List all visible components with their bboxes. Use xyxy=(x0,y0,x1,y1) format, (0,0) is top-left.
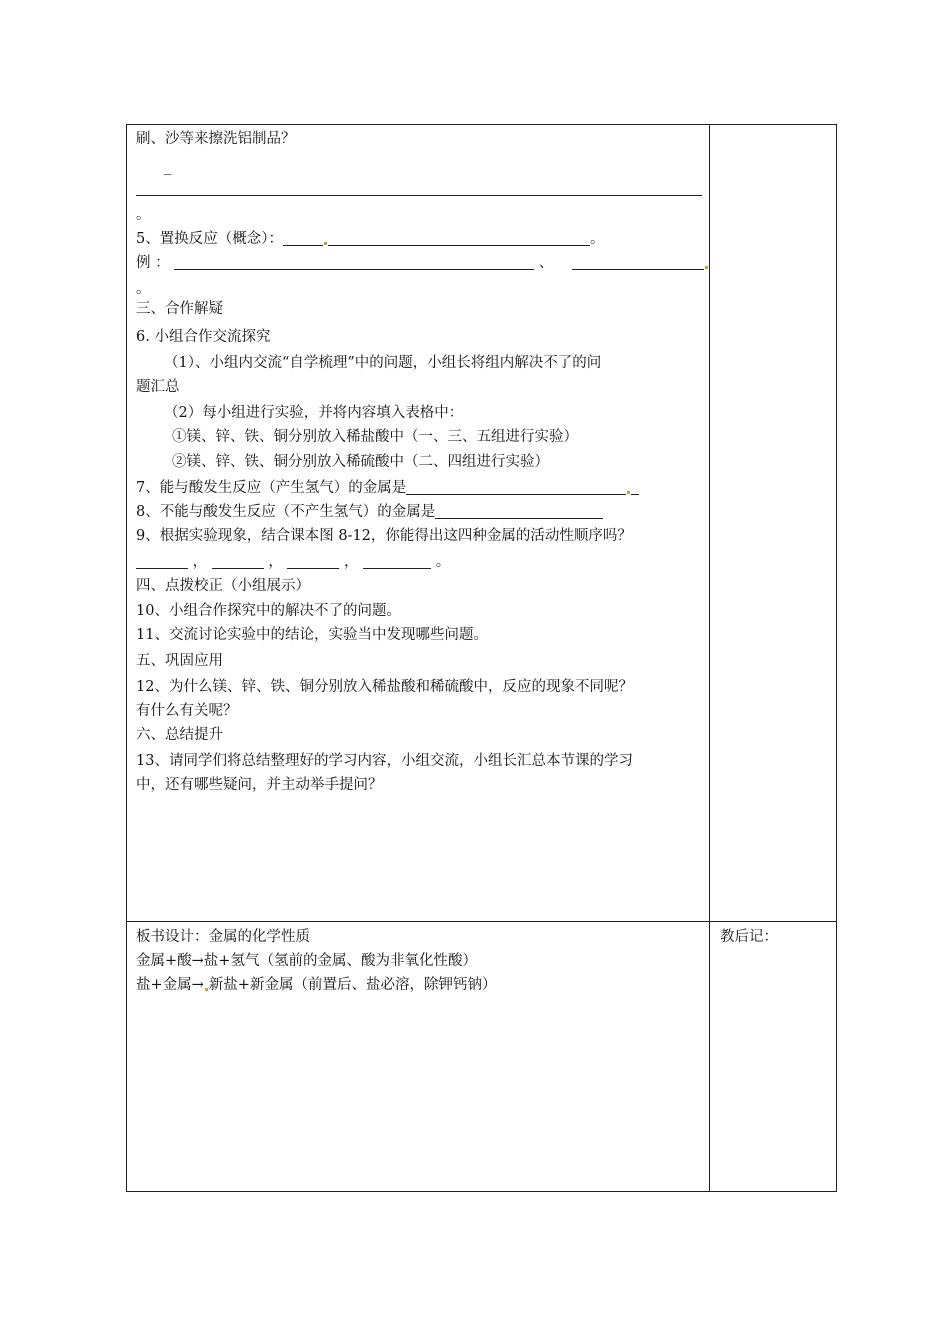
question-text: 8、不能与酸发生反应（不产生氢气）的金属是 xyxy=(136,504,436,520)
board-rule-acid: 金属+酸→盐+氢气（氢前的金属、酸为非氧化性酸） xyxy=(136,953,477,969)
answer-blank[interactable] xyxy=(283,230,323,246)
text-line: 题汇总 xyxy=(136,379,180,395)
text-line: （2）每小组进行实验，并将内容填入表格中： xyxy=(164,405,464,421)
answer-blank[interactable] xyxy=(328,230,590,246)
text-line: 11、交流讨论实验中的结论，实验当中发现哪些问题。 xyxy=(136,627,488,643)
section-heading: 三、合作解疑 xyxy=(136,301,223,317)
answer-blank[interactable] xyxy=(212,553,264,569)
section-heading: 五、巩固应用 xyxy=(136,653,223,669)
row-divider xyxy=(127,921,836,922)
question-line xyxy=(136,478,639,498)
text-line: （1）、小组内交流“自学梳理”中的问题，小组长将组内解决不了的问 xyxy=(164,355,602,371)
section-heading: 四、点拨校正（小组展示） xyxy=(136,578,310,594)
stray-dot xyxy=(627,491,630,494)
answer-blank[interactable] xyxy=(406,479,626,495)
answer-rule xyxy=(136,195,702,196)
punctuation: ， xyxy=(192,554,208,570)
order-blanks xyxy=(136,552,450,572)
text-line: 。 xyxy=(136,207,151,223)
teaching-notes-label: 教后记： xyxy=(720,929,778,945)
text-line: 13、请同学们将总结整理好的学习内容，小组交流，小组长汇总本节课的学习 xyxy=(136,753,633,769)
text-line: 9、根据实验现象，结合课本图 8-12，你能得出这四种金属的活动性顺序吗？ xyxy=(136,528,632,544)
stray-dot xyxy=(205,988,208,991)
board-design-title: 板书设计：金属的化学性质 xyxy=(136,929,310,945)
board-rule-salt-right: 新盐+新金属（前置后、盐必溶，除钾钙钠） xyxy=(208,977,497,993)
punctuation: 。 xyxy=(435,554,451,570)
lesson-plan-table xyxy=(126,124,837,1192)
column-divider xyxy=(709,125,710,1191)
answer-blank[interactable] xyxy=(287,553,339,569)
text-line: 10、小组合作探究中的解决不了的问题。 xyxy=(136,603,401,619)
text-line: 有什么有关呢？ xyxy=(136,703,238,719)
text-line: ①镁、锌、铁、铜分别放入稀盐酸中（一、三、五组进行实验） xyxy=(172,429,578,445)
example-label: 例 ： xyxy=(136,255,170,271)
text-line: 刷、沙等来擦洗铝制品？ xyxy=(136,131,296,147)
stray-dot xyxy=(705,266,708,269)
answer-blank[interactable] xyxy=(631,479,639,495)
text-line: ②镁、锌、铁、铜分别放入稀硫酸中（二、四组进行实验） xyxy=(172,454,549,470)
definition-label: 5、置换反应（概念）： xyxy=(136,231,283,247)
punctuation: ， xyxy=(268,554,283,570)
text-line: 中，还有哪些疑问，并主动举手提问？ xyxy=(136,777,383,793)
punctuation: 。 xyxy=(589,231,605,247)
section-heading: 六、总结提升 xyxy=(136,727,223,743)
stray-dot xyxy=(324,242,327,245)
stray-mark: _ xyxy=(164,159,172,175)
board-rule-salt-left: 盐+金属→ xyxy=(136,977,204,993)
text-line: 6. 小组合作交流探究 xyxy=(136,329,271,345)
board-rule-salt xyxy=(136,975,496,995)
question-line xyxy=(136,502,603,522)
text-line: 12、为什么镁、锌、铁、铜分别放入稀盐酸和稀硫酸中，反应的现象不同呢？ xyxy=(136,679,633,695)
answer-blank[interactable] xyxy=(136,553,188,569)
answer-blank[interactable] xyxy=(363,553,431,569)
answer-blank[interactable] xyxy=(572,254,704,270)
punctuation: ， xyxy=(344,554,359,570)
text-line: 。 xyxy=(136,281,151,297)
answer-blank[interactable] xyxy=(174,254,534,270)
punctuation: 、 xyxy=(538,255,554,271)
answer-blank[interactable] xyxy=(435,503,603,519)
question-text: 7、能与酸发生反应（产生氢气）的金属是 xyxy=(136,480,407,496)
definition-line xyxy=(136,229,604,249)
example-line xyxy=(136,253,709,273)
